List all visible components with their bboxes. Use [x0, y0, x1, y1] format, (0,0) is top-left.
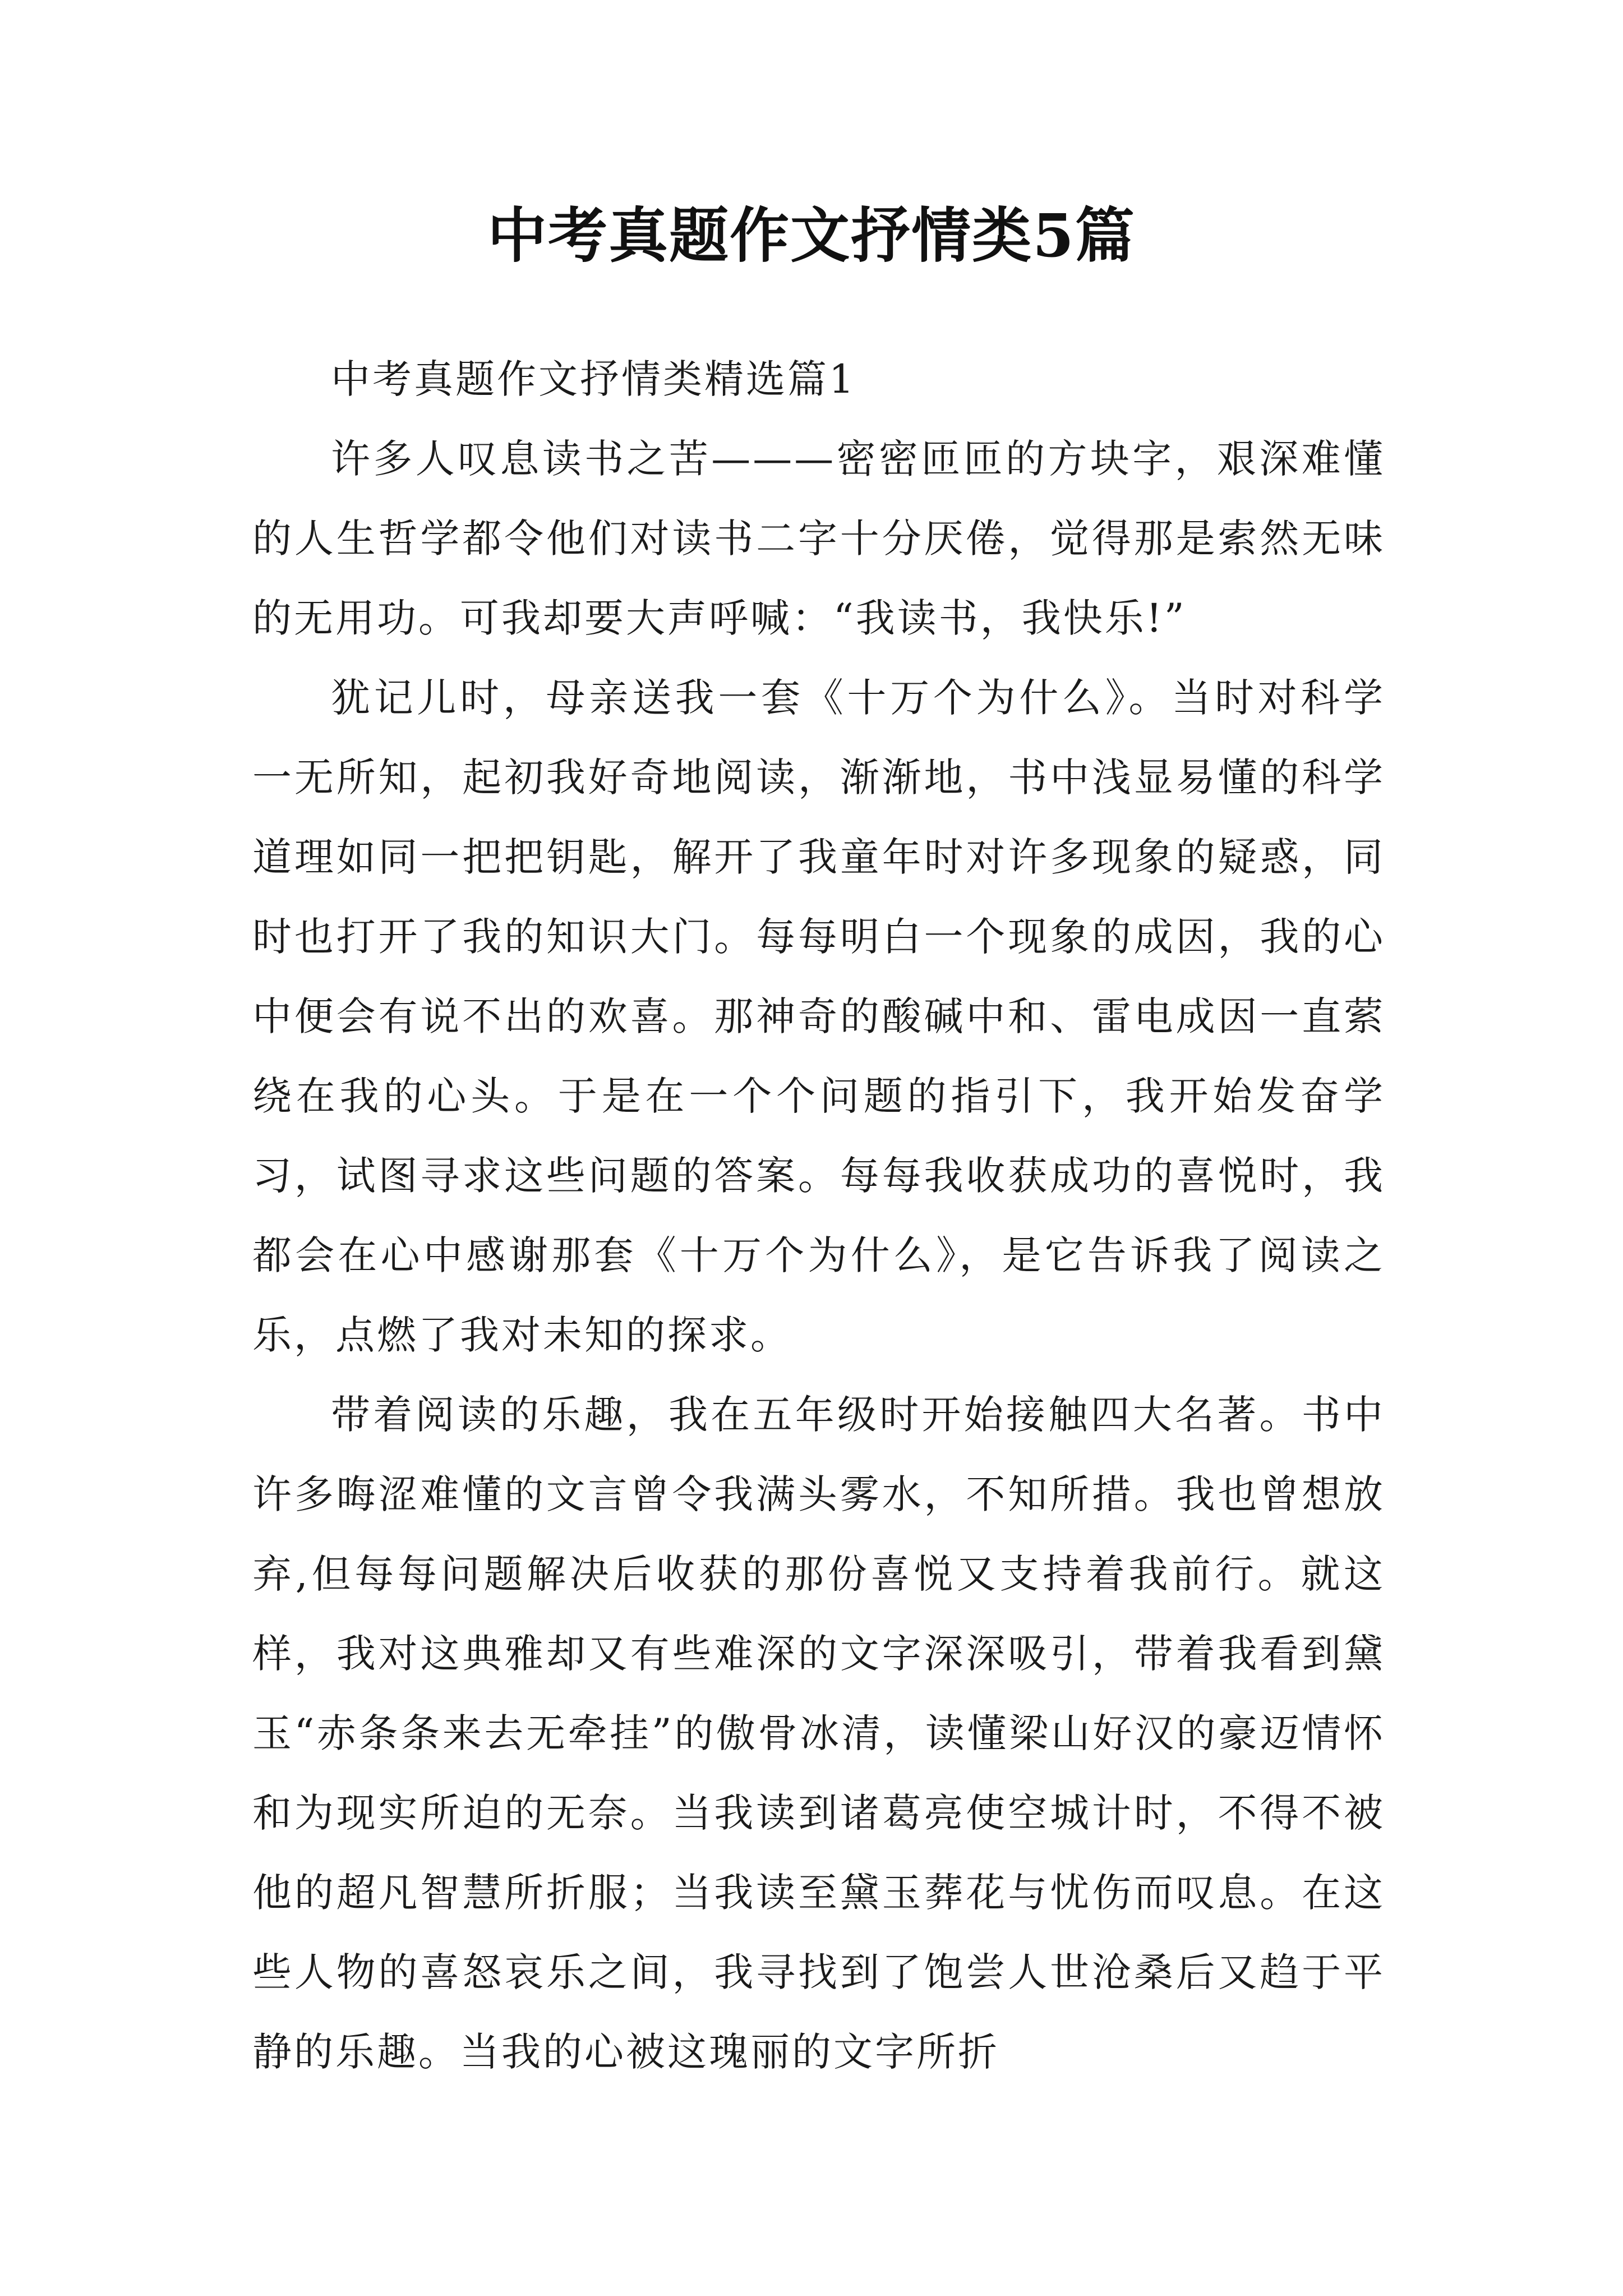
document-title: 中考真题作文抒情类5篇: [487, 200, 1136, 270]
paragraph: 犹记儿时，母亲送我一套《十万个为什么》。当时对科学一无所知，起初我好奇地阅读，渐渐地，书中浅显易懂的科学道理如同一把把钥匙，解开了我童年时对许多现象的疑惑，同时也打开了我的知识大门。每每明白一个现象的成因，我的心中便会有说不出的欢喜。那神奇的酸碱中和、雷电成因一直萦绕在我的心头。于是在一个个问题的指引下，我开始发奋学习，试图寻求这些问题的答案。每每我收获成功的喜悦时，我都会在心中感谢那套《十万个为什么》，是它告诉我了阅读之乐，点燃了我对未知的探求。: [252, 675, 1385, 1358]
section-heading: 中考真题作文抒情类精选篇1: [331, 356, 856, 402]
paragraph: 带着阅读的乐趣，我在五年级时开始接触四大名著。书中许多晦涩难懂的文言曾令我满头雾水，不知所措。我也曾想放弃,但每每问题解决后收获的那份喜悦又支持着我前行。就这样，我对这典雅却又有些难深的文字深深吸引，带着我看到黛玉“赤条条来去无牵挂”的傲骨冰清，读懂梁山好汉的豪迈情怀和为现实所迫的无奈。当我读到诸葛亮使空城计时，不得不被他的超凡智慧所折服；当我读至黛玉葬花与忧伤而叹息。在这些人物的喜怒哀乐之间，我寻找到了饱尝人世沧桑后又趋于平静的乐趣。当我的心被这瑰丽的文字所折: [252, 1392, 1385, 2075]
paragraph: 许多人叹息读书之苦———密密匝匝的方块字，艰深难懂的人生哲学都令他们对读书二字十分厌倦，觉得那是索然无味的无用功。可我却要大声呼喊：“我读书，我快乐!”: [252, 436, 1385, 641]
document-body: [252, 339, 1385, 2092]
